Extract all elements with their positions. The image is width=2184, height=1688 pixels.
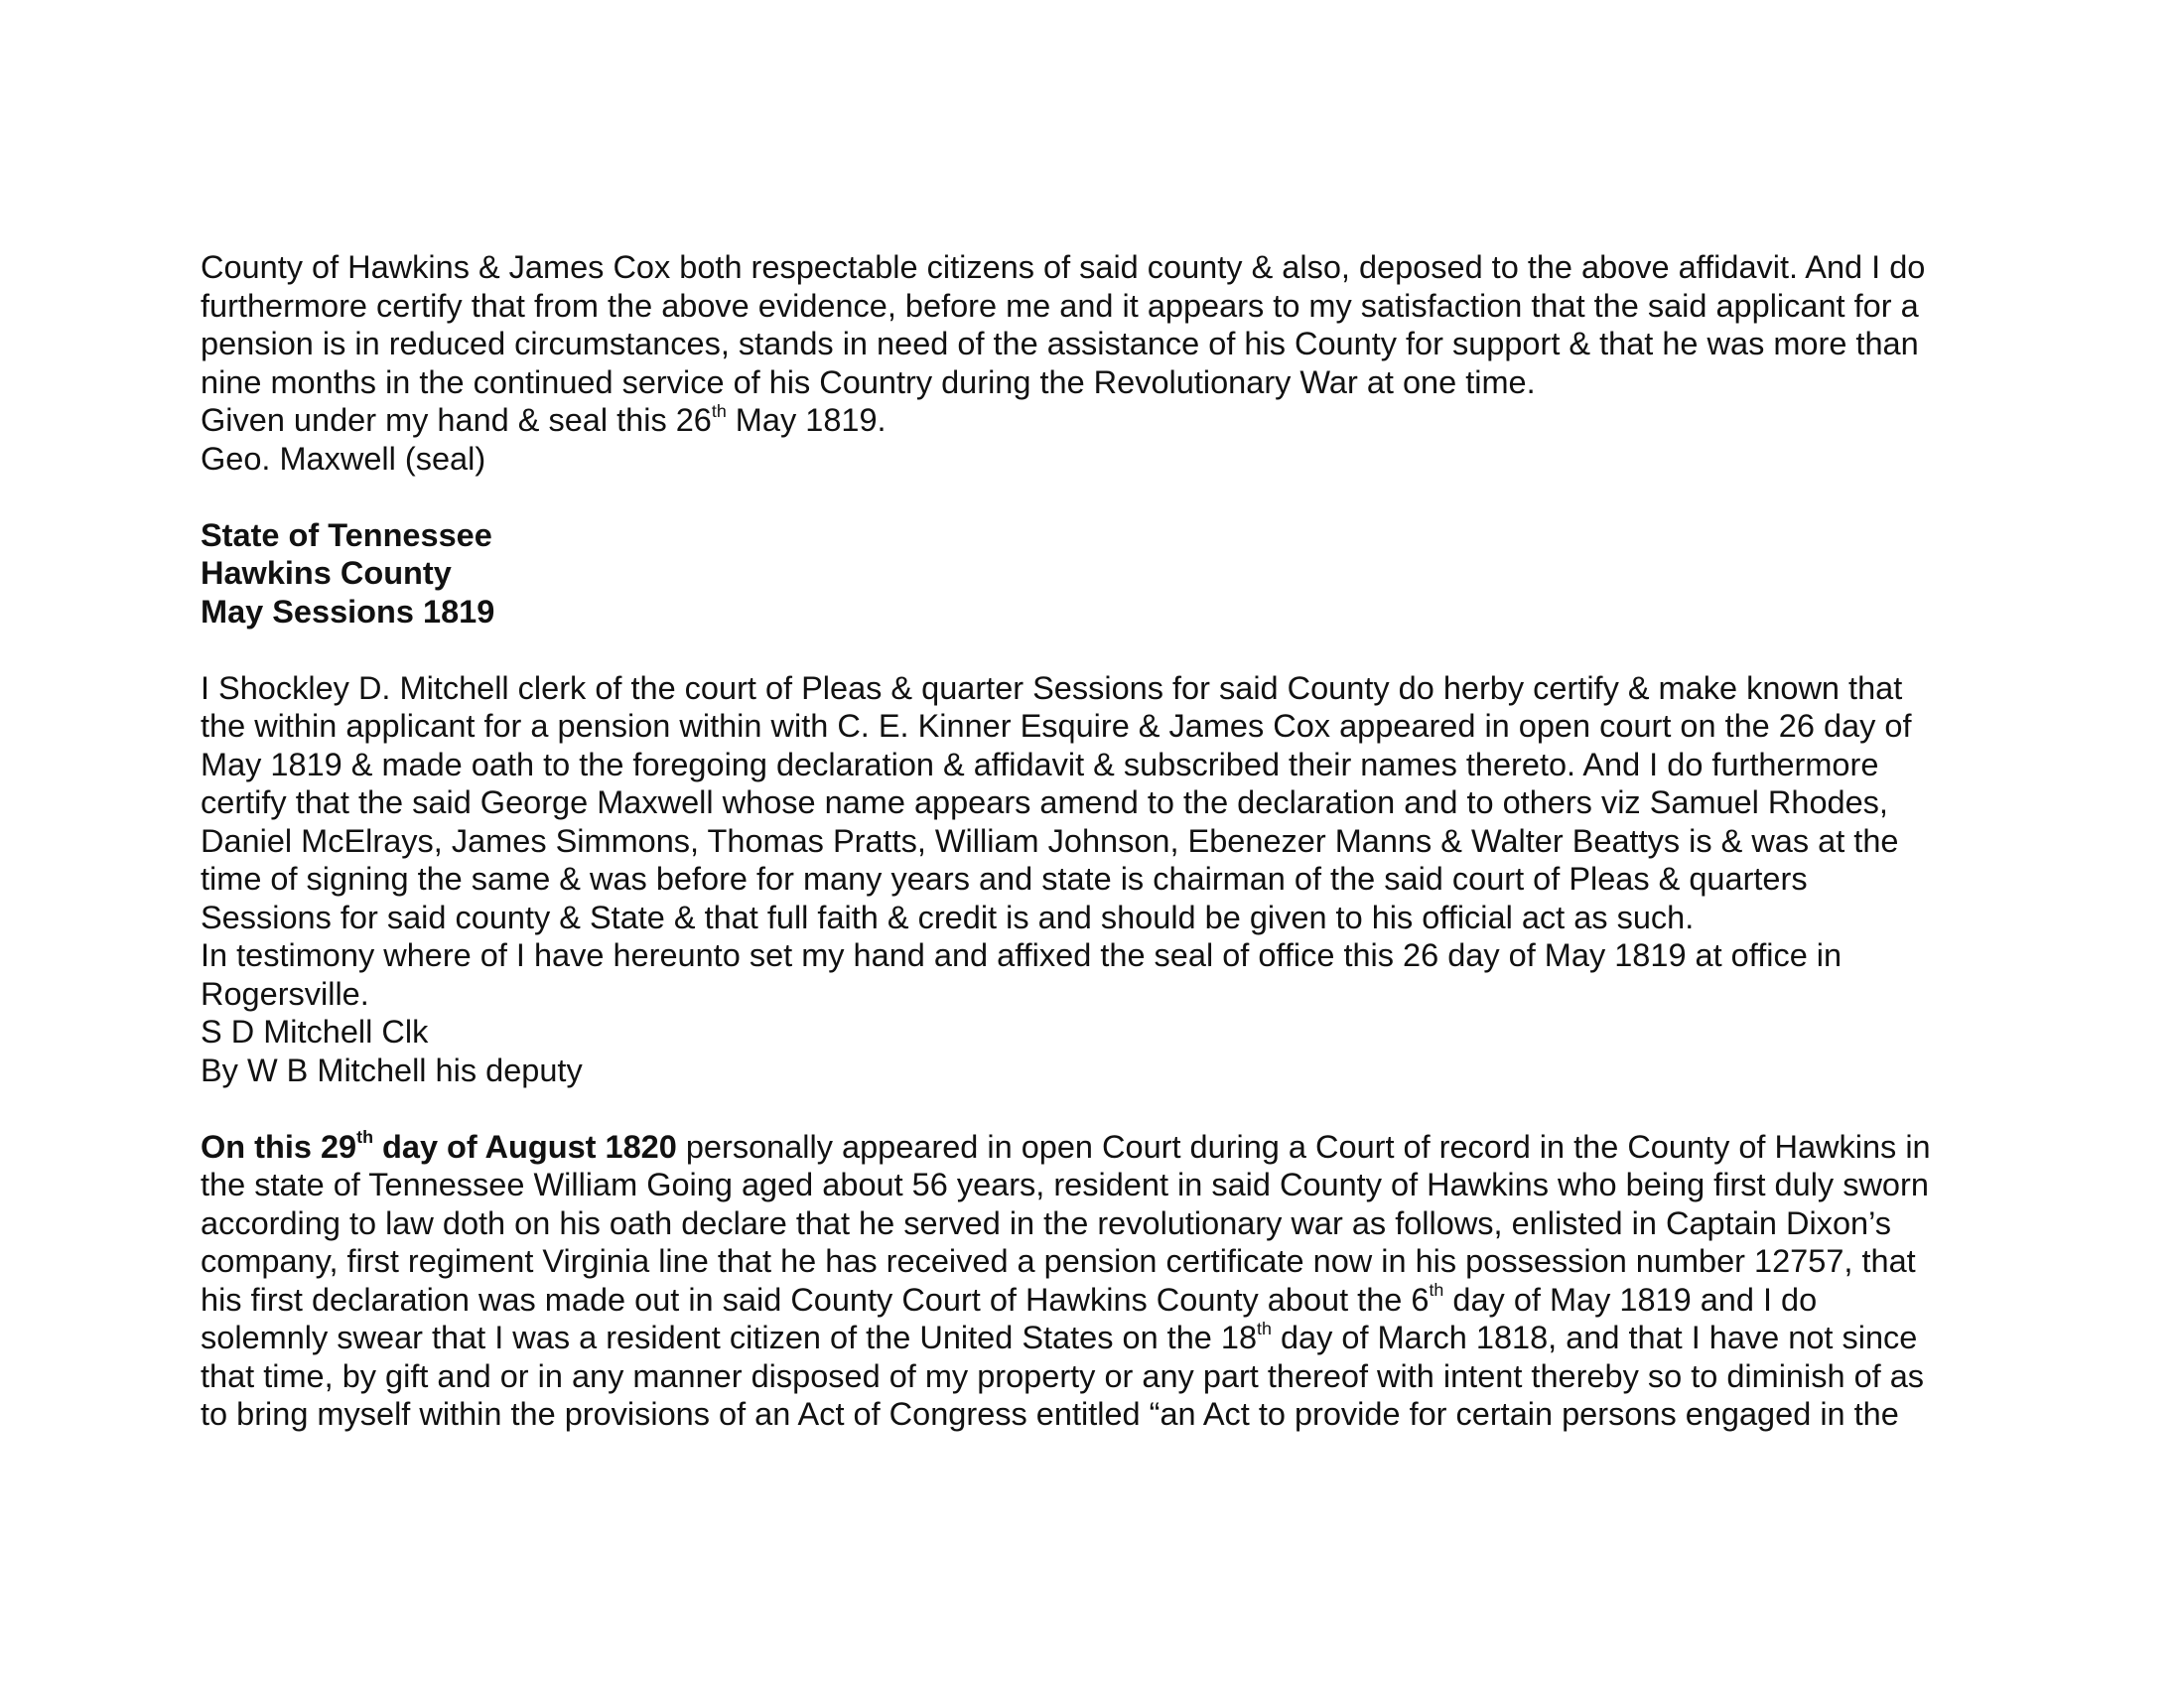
paragraph-spacer [201, 1089, 2017, 1128]
line-text: his first declaration was made out in said County Court of Hawkins County about the 6 [201, 1281, 1430, 1318]
line-text: personally appeared in open Court during a Court of record in the County of Hawkins in [676, 1128, 1931, 1165]
text-line [201, 1281, 2017, 1320]
text-line: company, first regiment Virginia line that he has received a pension certificate now in his possession number 12757, that [201, 1243, 1916, 1279]
ordinal-suffix: th [711, 400, 727, 421]
heading-session: May Sessions 1819 [201, 593, 495, 630]
text-line: the within applicant for a pension within with C. E. Kinner Esquire & James Cox appeared in open court on the 26 day of [201, 708, 1912, 744]
document-page [201, 248, 2017, 1434]
line-text: solemnly swear that I was a resident citizen of the United States on the 18 [201, 1320, 1258, 1355]
clerk-certification-paragraph [201, 669, 2017, 1090]
heading-state: State of Tennessee [201, 516, 492, 553]
text-line: certify that the said George Maxwell whose name appears amend to the declaration and to others viz Samuel Rhodes, [201, 784, 1888, 820]
ordinal-suffix: th [1429, 1280, 1444, 1300]
clerk-signature: S D Mitchell Clk [201, 1014, 429, 1050]
text-line: that time, by gift and or in any manner disposed of my property or any part thereof with intent thereby so to diminish of as [201, 1357, 1925, 1394]
line-text: day of May 1819 and I do [1443, 1281, 1818, 1318]
given-text: Given under my hand & seal this 26 [201, 402, 712, 438]
text-line: Sessions for said county & State & that full faith & credit is and should be given to his official act as such. [201, 899, 1695, 935]
text-line: furthermore certify that from the above evidence, before me and it appears to my satisfaction that the said applicant for a [201, 287, 1919, 324]
bold-text: On this 29 [201, 1128, 357, 1165]
paragraph-spacer [201, 631, 2017, 669]
text-line: the state of Tennessee William Going aged about 56 years, resident in said County of Hawkins who being first duly sworn [201, 1167, 1929, 1202]
declaration-paragraph [201, 1128, 2017, 1434]
text-line: May 1819 & made oath to the foregoing declaration & affidavit & subscribed their names thereto. And I do furthermore [201, 746, 1879, 782]
court-heading [201, 516, 2017, 632]
text-line: time of signing the same & was before for many years and state is chairman of the said court of Pleas & quarters [201, 861, 1808, 897]
text-line: pension is in reduced circumstances, stands in need of the assistance of his County for support & that he was more than [201, 326, 1919, 361]
text-line: Rogersville. [201, 975, 369, 1012]
ordinal-suffix: th [1257, 1318, 1272, 1338]
paragraph-spacer [201, 478, 2017, 516]
declaration-date-lead [201, 1129, 677, 1165]
affidavit-certification-paragraph [201, 248, 2017, 478]
text-line: to bring myself within the provisions of an Act of Congress entitled “an Act to provide for certain persons engaged in the [201, 1396, 1899, 1432]
bold-text: day of August 1820 [372, 1128, 677, 1165]
signature-line: Geo. Maxwell (seal) [201, 440, 486, 477]
ordinal-suffix: th [356, 1127, 373, 1147]
text-line: County of Hawkins & James Cox both respectable citizens of said county & also, deposed to the above affidavit. And I do [201, 249, 1926, 285]
text-line [201, 1319, 2017, 1357]
deputy-signature: By W B Mitchell his deputy [201, 1052, 583, 1088]
text-line [201, 1128, 2017, 1167]
given-under-hand-line [201, 401, 2017, 440]
text-line: Daniel McElrays, James Simmons, Thomas Pratts, William Johnson, Ebenezer Manns & Walter Beattys is & was at the [201, 822, 1899, 859]
given-date: May 1819. [726, 402, 887, 438]
line-text: day of March 1818, and that I have not since [1271, 1320, 1918, 1355]
text-line: I Shockley D. Mitchell clerk of the court of Pleas & quarter Sessions for said County do herby certify & make known that [201, 669, 1903, 706]
heading-county: Hawkins County [201, 555, 452, 591]
text-line: according to law doth on his oath declare that he served in the revolutionary war as follows, enlisted in Captain Dixon’s [201, 1204, 1891, 1241]
text-line: In testimony where of I have hereunto set my hand and affixed the seal of office this 26 day of May 1819 at office in [201, 937, 1843, 973]
text-line: nine months in the continued service of his Country during the Revolutionary War at one time. [201, 363, 1536, 400]
